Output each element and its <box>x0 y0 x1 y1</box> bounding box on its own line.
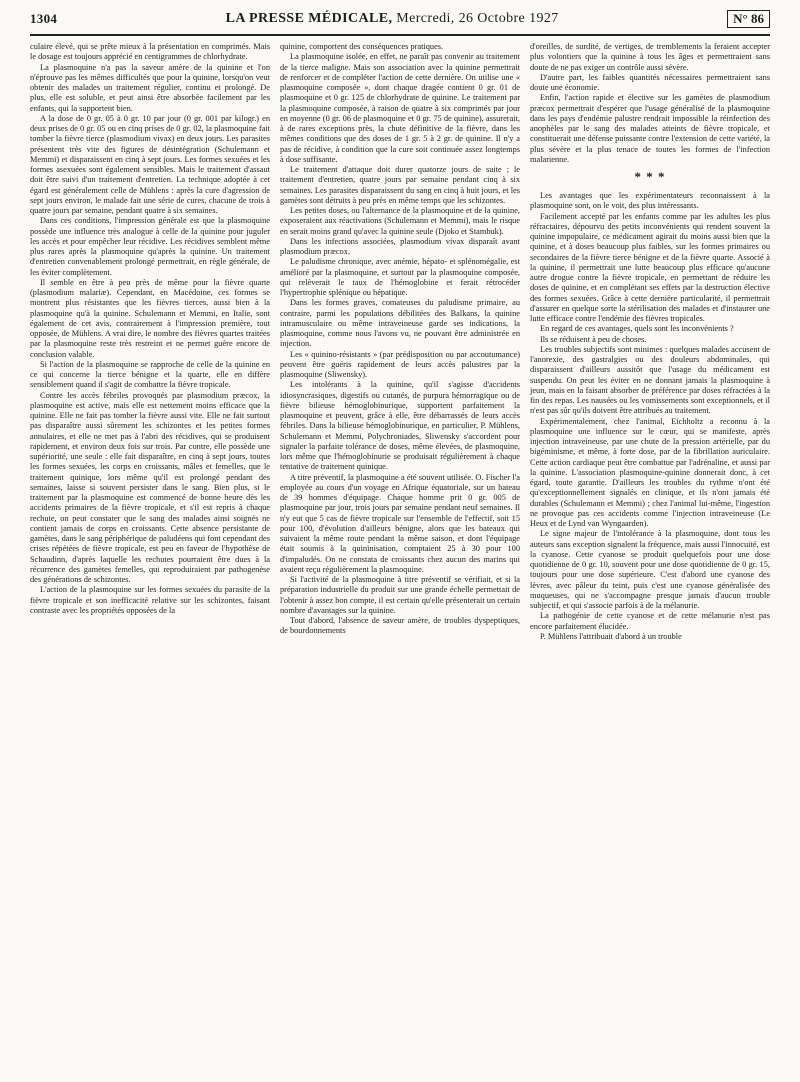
paragraph: Le paludisme chronique, avec anémie, hépato- et splénomégalie, est amélioré par la plasmoquine, et surtout par la plasmoquine composée, qui relèverait le taux de l'hémoglobine et ferait rétrocéder l'hypertrophie splénique ou hépatique. <box>280 257 520 297</box>
paragraph: A la dose de 0 gr. 05 à 0 gr. 10 par jour (0 gr. 001 par kilogr.) en deux prises de 0 gr. 05 ou en cinq prises de 0 gr. 02, la plasmoquine fait tomber la fièvre tierce (plasmodium vivax) en deux jours. Les parasites présentent très vite des figures de désintégration (Schulemann et Memmi) et disparaissent en cinq à sept jours. Les formes sexuées et les formes asexuées sont également sensibles. Mais le traitement d'assaut doit être suivi d'un traitement d'entretien. La technique adoptée à cet égard est généralement celle de Mühlens : après la cure d'agression de sept jours environ, le malade fait une série de cures, chacune de trois à quatre jours par semaine, pendant quatre à six semaines. <box>30 113 270 215</box>
paragraph: La pathogénie de cette cyanose et de cette mélanurie n'est pas encore parfaitement élucidée. <box>530 611 770 631</box>
paragraph: d'oreilles, de surdité, de vertiges, de tremblements la feraient accepter plus volontiers que la quinine à tous les âges et permettraient sans doute de ne pas exiger un contrôle aussi sévère. <box>530 42 770 72</box>
page-number: 1304 <box>30 11 58 26</box>
column-3 <box>530 42 770 642</box>
paragraph: Si l'action de la plasmoquine se rapproche de celle de la quinine en ce qui concerne la tierce bénigne et la quarte, elle en diffère sensiblement quand il s'agit de combattre la fièvre tropicale. <box>30 359 270 390</box>
column-3-bottom <box>530 191 770 642</box>
paragraph: culaire élevé, qui se prête mieux à la présentation en comprimés. Mais le dosage est toujours apprécié en centigrammes de chlorhydrate. <box>30 42 270 62</box>
paragraph: En regard de ces avantages, quels sont les inconvénients ? <box>540 324 734 334</box>
paragraph: Enfin, l'action rapide et élective sur les gamètes de plasmodium præcox permettrait d'espérer que l'usage généralisé de la plasmoquine dans les pays d'endémie palustre rendrait impossible la réinfection des anophèles par le sang des malades atteints de fièvre tropicale, et constituerait une défense puissante contre l'extension de cette variété, la plus sévère et la plus tenace de toutes les formes de l'infection malarienne. <box>530 93 770 164</box>
paragraph: Dans les infections associées, plasmodium vivax disparaît avant plasmodium præcox. <box>280 236 520 256</box>
journal-title-line <box>226 11 559 27</box>
paragraph: Les troubles subjectifs sont minimes : quelques malades accusent de l'anorexie, des gastralgies ou des douleurs abdominales, qui disparaissent d'ailleurs aussitôt que l'usage du médicament est suspendu. On peut les éviter en ne donnant jamais la plasmoquine à jeun, mais en la faisant absorber de préférence par doses réfractées à la fin des repas. Les nausées ou les vomissements sont exceptionnels, et il n'est pas sûr qu'ils doivent être attribués au traitement. <box>530 344 770 416</box>
paragraph: Tout d'abord, l'absence de saveur amère, de troubles dyspeptiques, de bourdonnements <box>280 616 520 636</box>
paragraph: Ils se réduisent à peu de choses. <box>540 334 647 344</box>
paragraph: quinine, comportent des conséquences pratiques. <box>280 42 444 51</box>
column-1 <box>30 42 270 642</box>
article-columns <box>30 42 770 642</box>
paragraph: Les intolérants à la quinine, qu'il s'agisse d'accidents idiosyncrasiques, digestifs ou cutanés, de purpura hémorragique ou de fièvre bilieuse hémoglobinurique, supportent parfaitement la plasmoquine et peuvent, grâce à elle, être débarrassés de leurs accès fébriles. Dans la bilieuse hémoglobinurique, en particulier, P. Mühlens, Schulemann et Memmi, Polychroniades, Sliwensky s'accordent pour signaler la parfaite tolérance de doses, même élevées, de plasmoquine, lors même que l'hémoglobinurie se produisait régulièrement à chaque tentative de traitement quinique. <box>280 380 520 472</box>
paragraph: Les petites doses, ou l'alternance de la plasmoquine et de la quinine, exposeraient aux réactivations (Schulemann et Memmi), mais le risque en serait moins grand qu'avec la quinine seule (Djoko et Stambuk). <box>280 206 520 236</box>
paragraph: Le traitement d'attaque doit durer quatorze jours de suite ; le traitement d'entretien, quatre jours par semaine pendant cinq à six semaines. Les parasites disparaissent du sang en cinq à huit jours, et les gamètes sont détruits à peu près en même temps que les schizontes. <box>280 165 520 205</box>
paragraph: Facilement accepté par les enfants comme par les adultes les plus réfractaires, dépourvu des petits inconvénients qui rendent souvent la quinine impopulaire, ce médicament agirait du moins aussi bien que la quinine, et à doses beaucoup plus faibles, sur les formes primaires ou secondaires de la fièvre tierce bénigne et de la fièvre quarte. Associé à la quinine, il permettrait une lutte beaucoup plus efficace qu'aucune autre drogue contre la fièvre tropicale, en permettant de réduire les doses de quinine, et en complétant ses effets par la destruction élective des formes sexuées. Grâce à cette dernière particularité, il permettrait d'assurer en quelque sorte la stérilisation des malades et d'instaurer une lutte efficace contre l'endémie des fièvres tropicales. <box>530 211 770 323</box>
paragraph: La plasmoquine n'a pas la saveur amère de la quinine et l'on n'éprouve pas les mêmes difficultés que pour la quinine, lorsqu'on veut obtenir des malades un traitement régulier, continu et prolongé. De plus, elle est soluble, et peut ainsi être absorbée facilement par les enfants, qui la supportent bien. <box>30 62 270 113</box>
paragraph: Le signe majeur de l'intolérance à la plasmoquine, dont tous les auteurs sans exception signalent la fréquence, mais aussi l'innocuité, est la cyanose. Cette cyanose se produit quelquefois pour une dose quotidienne de 0 gr. 10, souvent pour une dose quotidienne de 0 gr. 15, toujours pour une dose supérieure. C'est d'abord une cyanose des lèvres, avec pâleur du teint, puis c'est une cyanose généralisée des muqueuses, qui ne s'accompagne presque jamais d'aucun trouble subjectif, et qui s'associe parfois à de la mélanurie. <box>530 529 770 610</box>
running-header <box>30 4 770 36</box>
paragraph: P. Mühlens l'attribuait d'abord à un trouble <box>540 631 682 641</box>
paragraph: Expérimentalement, chez l'animal, Eichholtz a reconnu à la plasmoquine une influence sur le cœur, qui se manifeste, après injection intraveineuse, par une chute de la pression artérielle, par du bigéminisme, et même, à forte dose, par de la fibrillation auriculaire. Cette action cardiaque peut être combattue par l'adrénaline, et aussi par la quinine. L'association plasmoquine-quinine donnerait donc, à cet égard, toute garantie. D'ailleurs les troubles du rythme n'ont été qu'exceptionnellement signalés en clinique, et ils n'ont jamais été durables (Schulemann et Memmi) ; chez l'animal lui-même, l'ingestion ne provoque pas ces accidents comme l'injection intraveineuse (Le Heux et de Lynd van Wyngaarden). <box>530 416 770 528</box>
paragraph: Les « quinino-résistants » (par prédisposition ou par accoutumance) peuvent être guéris rapidement de leurs accès palustres par la plasmoquine (Sliwensky). <box>280 349 520 379</box>
column-3-top <box>530 42 770 165</box>
issue-number: N° 86 <box>727 10 770 28</box>
paragraph: La plasmoquine isolée, en effet, ne paraît pas convenir au traitement de la tierce maligne. Mais son association avec la quinine permettrait de renforcer et de compléter l'action de cette dernière. On utilise une « plasmoquine composée », dont chaque dragée contient 0 gr. 01 de plasmoquine et 0 gr. 125 de chlorhydrate de quinine. Le traitement par la plasmoquine composée, à raison de quatre à six comprimés par jour en moyenne (0 gr. 06 de plasmoquine et 0 gr. 75 de quinine), assurerait, à de rares exceptions près, la chute définitive de la fièvre, dans les mêmes conditions que des doses de 1 gr. 5 à 2 gr. de quinine. Il n'y a pas de récidive, à condition que la cure soit continuée assez longtemps à dose suffisante. <box>280 52 520 164</box>
paragraph: L'action de la plasmoquine sur les formes sexuées du parasite de la fièvre tropicale et son inefficacité relative sur les schizontes, faisant contraste avec les propriétés opposées de la <box>30 585 270 615</box>
paragraph: Si l'activité de la plasmoquine à titre préventif se vérifiait, et si la préparation industrielle du produit sur une grande échelle permettait de l'obtenir à assez bon compte, il est certain qu'elle présenterait un certain nombre d'avantages sur la quinine. <box>280 575 520 615</box>
paragraph: Contre les accès fébriles provoqués par plasmodium præcox, la plasmoquine est active, mais elle est nettement moins efficace que la quinine. Elle ne fait pas tomber la fièvre aussi vite. Elle ne fait surtout pas disparaître aussi sûrement les schizontes et les petites formes annulaires, et elle ne met pas à l'abri des récidives, qui se produisent rapidement, et environ deux fois sur trois. Par contre, elle possède une supériorité, une seule : elle fait disparaître, en cinq à sept jours, toutes les formes sexuées, les corps en croissants, mâles et femelles, que le traitement quinique, lors même qu'il est prolongé pendant des semaines, laisse si souvent persister dans le sang. Bien plus, si le traitement par la plasmoquine est commencé de bonne heure dès les accidents primaires de la fièvre tropicale, et s'il est repris à chaque rechute, on peut constater que le sang des malades ainsi soignés ne contient jamais de corps en croissants. Cette absence persistante de gamètes, dans le sang périphérique de paludéens qui font cependant des crises répétées de fièvre tropicale, est peu en faveur de l'hypothèse de Schaudinn, d'après laquelle les rechutes pourraient être dues à la récurrence des gamètes femelles, qui reproduiraient par pathogenèse des générations de schizontes. <box>30 390 270 584</box>
paragraph: Dans les formes graves, comateuses du paludisme primaire, au contraire, parmi les populations débilitées des Balkans, la quinine intramusculaire ou même intraveineuse garde ses indications, la plasmoquine, comme nous l'avons vu, ne pouvant être administrée en injection. <box>280 298 520 349</box>
paragraph: Dans ces conditions, l'impression générale est que la plasmoquine possède une influence très analogue à celle de la quinine pour juguler les accès et pour empêcher leur récidive. Les récidives semblent même plus rares après la plasmoquine qu'après la quinine. Un traitement d'entretien convenablement prolongé permettrait, en règle générale, de les éviter complètement. <box>30 216 270 277</box>
paragraph: A titre préventif, la plasmoquine a été souvent utilisée. O. Fischer l'a employée au cours d'un voyage en Afrique équatoriale, sur un bateau de 39 hommes d'équipage. Chaque homme prit 0 gr. 005 de plasmoquine par jour, trois jours par semaine pendant neuf semaines. Il n'y eut que 5 cas de fièvre tropicale sur l'ensemble de l'effectif, soit 15 pour 100, d'évolution d'ailleurs bénigne, alors que les bateaux qui suivaient la même route pendant la même saison, et dont l'équipage était soumis à la quininisation, comptaient 25 à 30 pour 100 d'impaludés. On ne constata de croissants chez aucun des marins qui avaient reçu régulièrement la plasmoquine. <box>280 472 520 574</box>
paragraph: D'autre part, les faibles quantités nécessaires permettraient sans doute une économie. <box>530 72 770 92</box>
section-separator-stars: * * * <box>634 169 666 184</box>
column-2 <box>280 42 520 642</box>
paragraph: Il semble en être à peu près de même pour la fièvre quarte (plasmodium malariæ). Cependant, en Macédoine, ces formes se montrent plus résistantes que les fièvres tierces, aussi bien à la plasmoquine qu'à la quinine. Schulemann et Memmi, en Italie, sont également de cet avis, contrairement à l'impression première, tout opposée, de Mühlens. A vrai dire, le nombre des fièvres quartes traitées par la plasmoquine reste très restreint et ne permet guère encore de conclusion valable. <box>30 277 270 359</box>
paragraph: Les avantages que les expérimentateurs reconnaissent à la plasmoquine sont, on le voit, des plus intéressants. <box>530 191 770 211</box>
journal-name: LA PRESSE MÉDICALE, <box>225 11 393 26</box>
issue-date: Mercredi, 26 Octobre 1927 <box>396 11 559 26</box>
